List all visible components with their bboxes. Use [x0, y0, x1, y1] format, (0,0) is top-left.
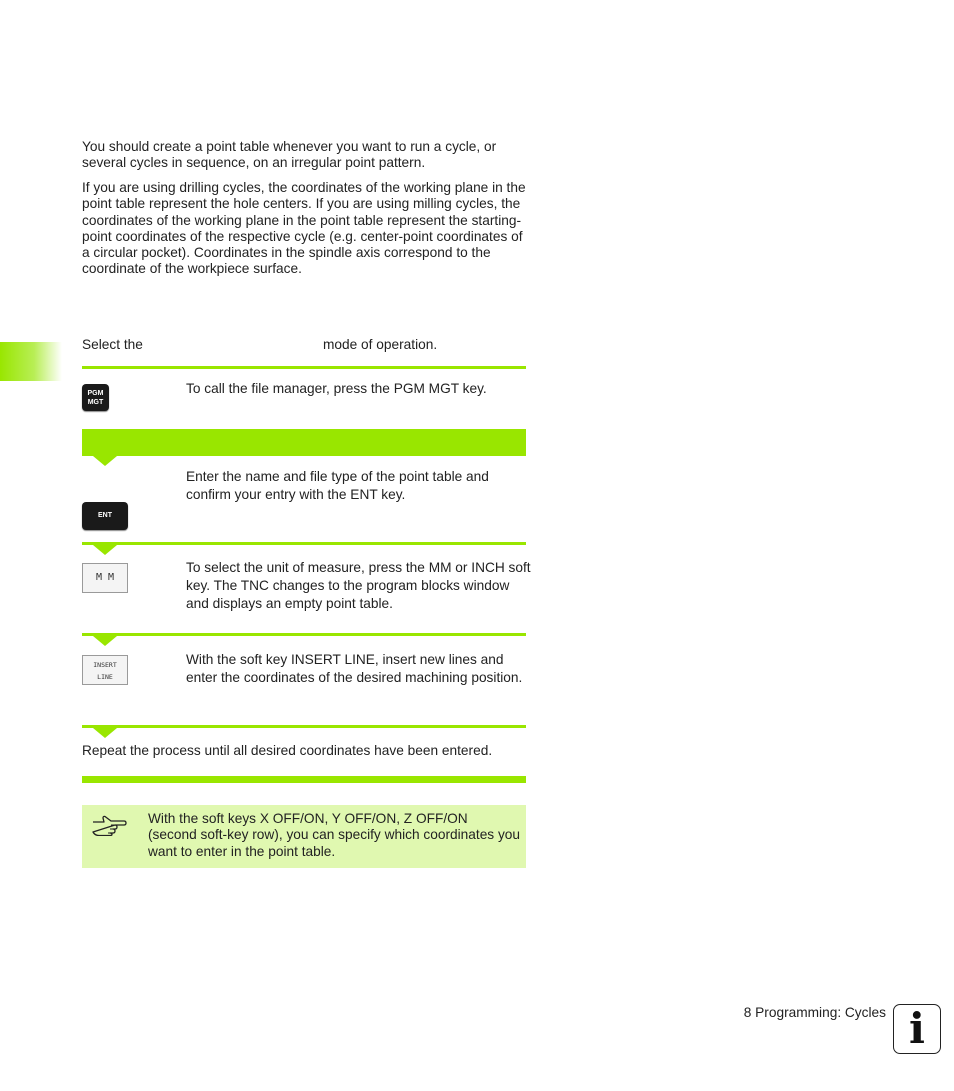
line-key-label: LINE — [97, 673, 113, 681]
step-divider — [82, 542, 526, 545]
mgt-key-label: MGT — [87, 399, 104, 406]
step-arrow-icon — [93, 456, 117, 466]
pgm-key-label: PGM — [87, 390, 104, 397]
step-divider — [82, 725, 526, 728]
step-arrow-icon — [93, 545, 117, 555]
repeat-text: Repeat the process until all desired coordinates have been entered. — [82, 743, 493, 758]
insert-key-label: INSERT — [93, 661, 117, 669]
green-band — [82, 429, 526, 456]
step-3-text: To select the unit of measure, press the MM or INCH soft key. The TNC changes to the program blocks window and displays an empty point table. — [186, 560, 531, 611]
select-mode-prefix: Select the — [82, 337, 143, 352]
info-icon-glyph: i — [909, 1004, 925, 1053]
step-1-text: To call the file manager, press the PGM MGT key. — [186, 381, 487, 396]
mm-soft-key[interactable]: M M — [82, 563, 128, 593]
section-end-bar — [82, 776, 526, 783]
chapter-tab-marker — [0, 342, 62, 381]
step-arrow-icon — [93, 728, 117, 738]
intro-paragraph-1: You should create a point table whenever you want to run a cycle, or several cycles in sequence, on an irregular point pattern. — [82, 139, 497, 171]
intro-paragraph-2: If you are using drilling cycles, the coordinates of the working plane in the point table represent the hole centers. If you are using milling cycles, the coordinates of the working plane in the point table represent the starting-point coordinates of the respective cycle (e.g. center-point coordinates of a circular pocket). Coordinates in the spindle axis correspond to the coordinate of the workpiece surface. — [82, 180, 526, 277]
step-divider — [82, 633, 526, 636]
pointing-hand-icon — [91, 814, 127, 836]
step-arrow-icon — [93, 636, 117, 646]
info-icon — [893, 1004, 941, 1054]
step-2-text: Enter the name and file type of the point table and confirm your entry with the ENT key. — [186, 469, 489, 502]
pgm-mgt-key[interactable] — [82, 384, 109, 411]
step-divider — [82, 366, 526, 369]
insert-line-soft-key[interactable] — [82, 655, 128, 685]
note-text: With the soft keys X OFF/ON, Y OFF/ON, Z OFF/ON (second soft-key row), you can specify which coordinates you want to enter in the point table. — [148, 811, 521, 859]
ent-key[interactable]: ENT — [82, 502, 128, 530]
select-mode-suffix: mode of operation. — [323, 337, 438, 352]
step-4-text: With the soft key INSERT LINE, insert new lines and enter the coordinates of the desired machining position. — [186, 652, 523, 685]
chapter-label: 8 Programming: Cycles — [743, 1005, 886, 1020]
note-box — [82, 805, 526, 868]
